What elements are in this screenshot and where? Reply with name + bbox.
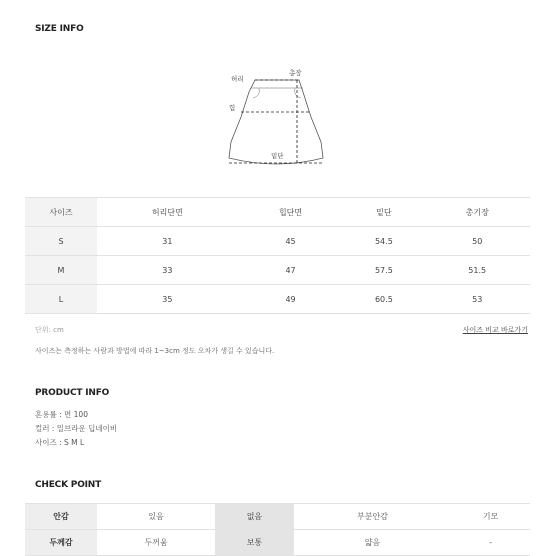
check-option: 기모	[451, 504, 530, 530]
skirt-diagram	[215, 62, 330, 182]
table-row	[25, 227, 530, 256]
row-size: M	[25, 256, 97, 285]
size-table-header-row	[25, 198, 530, 227]
header-waist: 허리단면	[97, 198, 238, 227]
check-option: 있음	[97, 504, 215, 530]
product-info-line: 사이즈 : S M L	[35, 438, 85, 447]
length-label: 총장	[289, 69, 302, 77]
cell-hip: 47	[238, 256, 344, 285]
check-label: 두께감	[25, 530, 97, 556]
size-note: 사이즈는 측정하는 사람과 방법에 따라 1~3cm 정도 오차가 생길 수 있습니다.	[35, 347, 275, 355]
check-option: 두꺼움	[97, 530, 215, 556]
hem-label: 밑단	[271, 152, 284, 160]
check-row-lining	[25, 504, 530, 530]
cell-hip: 45	[238, 227, 344, 256]
product-info-heading: PRODUCT INFO	[35, 388, 110, 398]
unit-label: 단위: cm	[35, 326, 64, 334]
pocket-left	[253, 88, 259, 98]
cell-waist: 31	[97, 227, 238, 256]
check-point-heading: CHECK POINT	[35, 480, 102, 490]
pocket-right	[295, 88, 301, 98]
cell-waist: 33	[97, 256, 238, 285]
size-compare-link[interactable]: 사이즈 비교 바로가기	[462, 326, 528, 334]
size-table	[25, 197, 530, 314]
check-point-table	[25, 503, 530, 556]
cell-waist: 35	[97, 285, 238, 314]
cell-length: 53	[424, 285, 530, 314]
cell-length: 50	[424, 227, 530, 256]
check-option: -	[451, 530, 530, 556]
header-size: 사이즈	[25, 198, 97, 227]
check-label: 안감	[25, 504, 97, 530]
product-info-line: 혼용률 : 면 100	[35, 410, 88, 419]
check-row-thickness	[25, 530, 530, 556]
header-hem: 밑단	[343, 198, 424, 227]
cell-length: 51.5	[424, 256, 530, 285]
size-info-heading: SIZE INFO	[35, 24, 84, 34]
waist-label: 허리	[231, 75, 244, 83]
table-row	[25, 285, 530, 314]
cell-hem: 60.5	[343, 285, 424, 314]
cell-hem: 54.5	[343, 227, 424, 256]
check-option: 얇음	[294, 530, 451, 556]
hip-label: 힙	[229, 104, 236, 112]
product-info-line: 컬러 : 밀브라운 딥네이비	[35, 424, 118, 433]
row-size: L	[25, 285, 97, 314]
cell-hip: 49	[238, 285, 344, 314]
header-hip: 힙단면	[238, 198, 344, 227]
header-length: 총기장	[424, 198, 530, 227]
table-row	[25, 256, 530, 285]
check-option: 부분안감	[294, 504, 451, 530]
row-size: S	[25, 227, 97, 256]
check-option-selected: 없음	[215, 504, 294, 530]
cell-hem: 57.5	[343, 256, 424, 285]
check-option-selected: 보통	[215, 530, 294, 556]
